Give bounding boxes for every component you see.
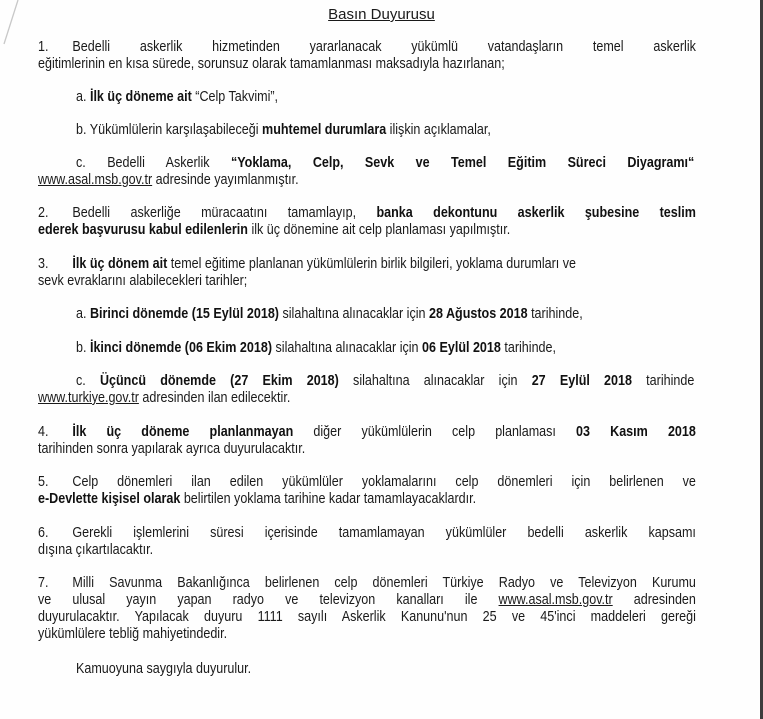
item-7-line-2: ve ulusal yayın yapan radyo ve televizyon kanalları ile www.asal.msb.gov.tr adresinden — [38, 592, 696, 608]
item-1-line-2: eğitimlerinin en kısa sürede, sorunsuz olarak tamamlanması maksadıyla hazırlanan; — [38, 56, 505, 72]
closing-statement: Kamuoyuna saygıyla duyurulur. — [76, 661, 252, 677]
item-3c-line-2: www.turkiye.gov.tr adresinden ilan edilecektir. — [38, 390, 291, 406]
item-6-line-1: 6. Gerekli işlemlerini süresi içerisinde tamamlamayan yükümlüler bedelli askerlik kapsamı — [38, 525, 696, 541]
item-5-line-2: e-Devlette kişisel olarak belirtilen yoklama tarihine kadar tamamlayacaklardır. — [38, 491, 477, 507]
item-3b: b. İkinci dönemde (06 Ekim 2018) silahaltına alınacaklar için 06 Eylül 2018 tarihinde, — [76, 340, 557, 356]
item-1b: b. Yükümlülerin karşılaşabileceği muhtemel durumlara ilişkin açıklamalar, — [76, 122, 491, 138]
item-7-line-1: 7. Milli Savunma Bakanlığınca belirlenen celp dönemleri Türkiye Radyo ve Televizyon Kurumu — [38, 575, 696, 591]
item-3c-line-1: c. Üçüncü dönemde (27 Ekim 2018) silahaltına alınacaklar için 27 Eylül 2018 tarihinde — [76, 373, 695, 389]
turkiye-link[interactable]: www.turkiye.gov.tr — [38, 390, 139, 406]
item-1c-line-1: c. Bedelli Askerlik “Yoklama, Celp, Sevk ve Temel Eğitim Süreci Diyagramı“ — [76, 155, 695, 171]
item-number: 1. — [38, 39, 49, 55]
item-1c-line-2: www.asal.msb.gov.tr adresinde yayımlanmıştır. — [38, 172, 299, 188]
item-2-line-2: ederek başvurusu kabul edilenlerin ilk üç dönemine ait celp planlaması yapılmıştır. — [38, 222, 511, 238]
item-1-line-1: 1. Bedelli askerlik hizmetinden yararlanacak yükümlü vatandaşların temel askerlik — [38, 39, 696, 55]
asal-link[interactable]: www.asal.msb.gov.tr — [38, 172, 153, 188]
item-3-line-1: 3. İlk üç dönem ait temel eğitime planlanan yükümlülerin birlik bilgileri, yoklama durumları ve — [38, 256, 577, 272]
item-2-line-1: 2. Bedelli askerliğe müracaatını tamamlayıp, banka dekontunu askerlik şubesine teslim — [38, 205, 696, 221]
item-7-line-4: yükümlülere tebliğ mahiyetindedir. — [38, 626, 228, 642]
item-4-line-1: 4. İlk üç döneme planlanmayan diğer yükümlülerin celp planlaması 03 Kasım 2018 — [38, 424, 696, 440]
item-3a: a. Birinci dönemde (15 Eylül 2018) silahaltına alınacaklar için 28 Ağustos 2018 tarihinde, — [76, 306, 583, 322]
item-3-line-2: sevk evraklarını alabilecekleri tarihler; — [38, 273, 248, 289]
item-1a: a. İlk üç döneme ait “Celp Takvimi”, — [76, 89, 279, 105]
item-7-line-3: duyurulacaktır. Yapılacak duyuru 1111 sayılı Askerlik Kanunu'nun 25 ve 45'inci maddeleri gereği — [38, 609, 696, 625]
document-title: Basın Duyurusu — [328, 6, 435, 23]
item-6-line-2: dışına çıkartılacaktır. — [38, 542, 154, 558]
item-4-line-2: tarihinden sonra yapılarak ayrıca duyurulacaktır. — [38, 441, 306, 457]
item-5-line-1: 5. Celp dönemleri ilan edilen yükümlüler yoklamalarını celp dönemleri için belirlenen ve — [38, 474, 696, 490]
asal-link-2[interactable]: www.asal.msb.gov.tr — [498, 592, 613, 608]
